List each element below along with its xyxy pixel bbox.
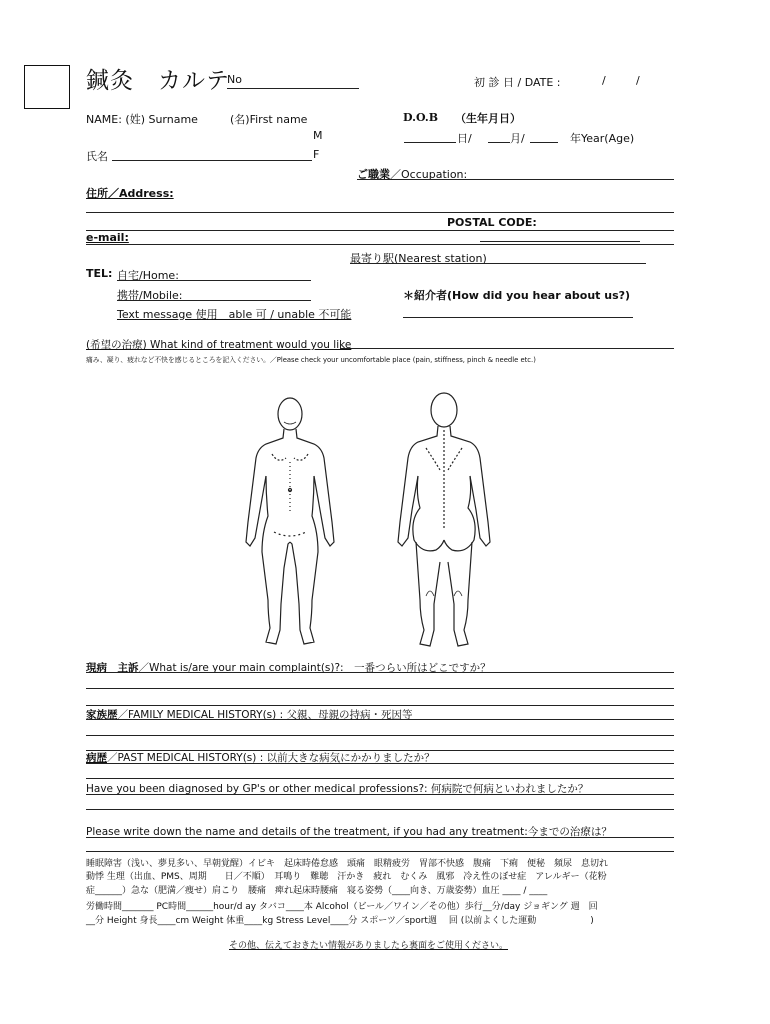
symptoms-line-1[interactable]: 睡眠障害（浅い、夢見多い、早朝覚醒）イビキ 起床時倦怠感 頭痛 眼精疲労 胃部不快感 腹痛 下痢 便秘 頻尿 息切れ	[86, 859, 609, 869]
family-jp: 家族歴	[86, 709, 118, 721]
mobile-phone-label: 携帯/Mobile:	[117, 289, 183, 302]
diagnosed-label: Have you been diagnosed by GP's or other medical professions?: 何病院で何病といわれましたか？	[86, 783, 589, 795]
female-option[interactable]: F	[313, 148, 320, 161]
body-front-figure[interactable]	[240, 392, 340, 650]
tel-label: TEL:	[86, 267, 113, 280]
address-line-2[interactable]	[86, 230, 674, 231]
treatment-details-line-1[interactable]	[86, 837, 674, 838]
diagnosed-line-2[interactable]	[86, 809, 674, 810]
chart-no-line[interactable]	[227, 88, 359, 89]
kanji-name-label: 氏名	[86, 150, 108, 163]
complaint-jp: 現病 主訴	[86, 662, 139, 674]
symptoms-line-4[interactable]: 労働時間_______ PC時間______hour/d ay タバコ____本 Alcohol（ビール／ワイン／その他）歩行__分/day ジョギング 週 回	[86, 902, 598, 912]
family-line-2[interactable]	[86, 735, 674, 736]
dob-day-line[interactable]	[404, 142, 456, 143]
dob-year-line[interactable]	[530, 142, 558, 143]
address-line-1[interactable]	[86, 212, 674, 213]
past-line-1[interactable]	[86, 763, 674, 764]
complaint-line-2[interactable]	[86, 688, 674, 689]
home-phone-line[interactable]	[117, 280, 311, 281]
treatment-details-label: Please write down the name and details of the treatment, if you had any treatment:今までの治療は？	[86, 826, 612, 838]
past-en: ／PAST MEDICAL HISTORY(s) : 以前大きな病気にかかりましたか？	[107, 752, 435, 764]
family-line-1[interactable]	[86, 719, 674, 720]
body-back-figure[interactable]	[392, 390, 496, 652]
complaint-line-3[interactable]	[86, 705, 674, 706]
chart-no-label: No	[227, 73, 242, 86]
treatment-note: 痛み、凝り、疲れなど不快を感じるところを記入ください。／Please check your uncomfortable place (pain, stiffness, pinch & needle etc.)	[86, 356, 536, 364]
dob-day-label: 日/	[457, 132, 472, 145]
symptoms-line-5[interactable]: __分 Height 身長____cm Weight 体重____kg Stress Level____分 スポーツ／sport週 回 (以前よくした運動 )	[86, 916, 594, 926]
occupation-jp: ご職業	[357, 168, 390, 181]
name-input-line[interactable]	[112, 160, 312, 161]
surname-label: NAME: (姓) Surname	[86, 113, 198, 126]
complaint-line-1[interactable]	[86, 672, 674, 673]
text-message-option[interactable]: Text message 使用 able 可 / unable 不可能	[117, 308, 352, 321]
dob-month-line[interactable]	[488, 142, 510, 143]
address-label: 住所／Address:	[86, 187, 174, 200]
treatment-wish-label: (希望の治療) What kind of treatment would you like	[86, 339, 352, 351]
dob-year-label: 年Year(Age)	[570, 132, 635, 145]
family-en: ／FAMILY MEDICAL HISTORY(s) : 父親、母親の持病・死因等	[117, 709, 413, 721]
email-label: e-mail:	[86, 231, 129, 244]
mobile-phone-line[interactable]	[117, 300, 311, 301]
treatment-wish-line[interactable]	[340, 348, 674, 349]
photo-box	[24, 65, 70, 109]
first-name-label: (名)First name	[230, 113, 308, 126]
footer-note: その他、伝えておきたい情報がありましたら裏面をご使用ください。	[229, 941, 509, 951]
occupation-en: ／Occupation:	[390, 168, 468, 181]
symptoms-line-3[interactable]: 症______）急な（肥満／痩せ）肩こり 腰痛 痺れ起床時腰痛 寝る姿勢（____向き、万歳姿勢）血圧 ____ / ____	[86, 886, 548, 896]
diagnosed-line-1[interactable]	[86, 794, 674, 795]
male-option[interactable]: M	[313, 129, 323, 142]
dob-jp-label: （生年月日）	[455, 112, 521, 125]
referral-label: ＊紹介者(How did you hear about us?)	[403, 289, 631, 302]
dob-month-label: 月/	[510, 132, 525, 145]
occupation-line[interactable]	[357, 179, 674, 180]
home-phone-label: 自宅/Home:	[117, 269, 179, 282]
postal-code-line[interactable]	[480, 241, 640, 242]
past-jp: 病歴	[86, 752, 107, 764]
nearest-station-line[interactable]	[350, 263, 646, 264]
date-separator: /	[636, 74, 640, 87]
symptoms-line-2[interactable]: 動悸 生理（出血、PMS、周期 日／不順） 耳鳴り 難聴 汗かき 疲れ むくみ 風邪 冷え性のぼせ症 アレルギー（花粉	[86, 872, 607, 882]
form-title: 鍼灸 カルテ	[86, 68, 230, 94]
treatment-details-line-2[interactable]	[86, 851, 674, 852]
email-line[interactable]	[86, 244, 674, 245]
past-line-2[interactable]	[86, 778, 674, 779]
referral-line[interactable]	[403, 317, 633, 318]
complaint-en: ／What is/are your main complaint(s)?: 一番つらい所はどこですか？	[138, 662, 491, 674]
postal-code-label: POSTAL CODE:	[447, 216, 537, 229]
dob-label: D.O.B	[403, 111, 439, 124]
first-visit-date-label: 初 診 日 / DATE :	[474, 76, 561, 89]
date-separator: /	[602, 74, 606, 87]
nearest-station-label: 最寄り駅(Nearest station)	[350, 252, 487, 265]
